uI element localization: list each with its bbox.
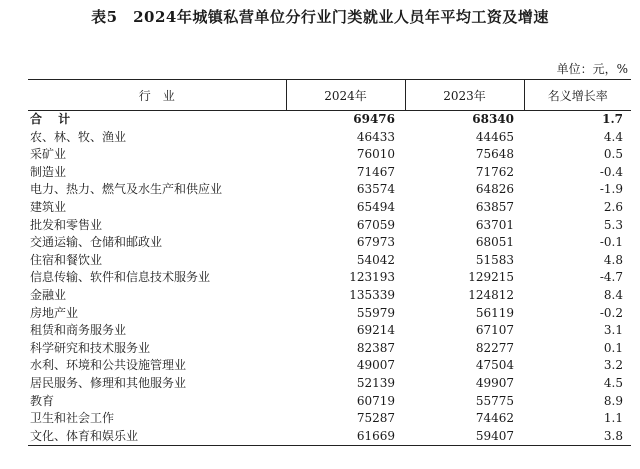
industry-name: 水利、环境和公共设施管理业 <box>30 358 187 373</box>
table-row <box>28 129 631 147</box>
industry-name: 采矿业 <box>30 147 67 162</box>
growth-rate: 3.1 <box>603 323 623 338</box>
wage-2023: 71762 <box>475 164 514 179</box>
wage-2024: 67059 <box>356 217 395 232</box>
growth-rate: 4.5 <box>603 375 623 390</box>
table-row <box>28 217 631 235</box>
wage-2024: 135339 <box>349 287 395 302</box>
table-row <box>28 181 631 199</box>
wage-2024: 82387 <box>356 340 395 355</box>
table-row <box>28 164 631 182</box>
industry-name: 卫生和社会工作 <box>30 411 115 426</box>
wage-2024: 65494 <box>356 199 395 214</box>
wage-2024: 46433 <box>356 129 395 144</box>
table-row <box>28 199 631 217</box>
industry-name: 教育 <box>30 393 55 408</box>
wage-2024: 75287 <box>356 411 395 426</box>
table-row <box>28 393 631 411</box>
header-2023: 2023年 <box>405 80 524 111</box>
industry-name: 制造业 <box>30 164 67 179</box>
growth-rate: 1.7 <box>602 112 623 126</box>
growth-rate: 5.3 <box>603 217 623 232</box>
wage-2024: 49007 <box>356 358 395 373</box>
header-growth-rate: 名义增长率 <box>524 80 631 111</box>
industry-name: 科学研究和技术服务业 <box>30 340 151 355</box>
industry-name: 租赁和商务服务业 <box>30 323 127 338</box>
growth-rate: 3.2 <box>603 358 623 373</box>
wage-2024: 54042 <box>356 252 395 267</box>
wage-2023: 63857 <box>475 199 514 214</box>
table-row <box>28 410 631 428</box>
wage-2024: 71467 <box>356 164 395 179</box>
growth-rate: 4.4 <box>603 129 623 144</box>
growth-rate: 8.9 <box>603 393 623 408</box>
wage-2023: 82277 <box>475 340 514 355</box>
wage-2023: 47504 <box>475 358 514 373</box>
growth-rate: 2.6 <box>603 199 623 214</box>
growth-rate: -4.7 <box>599 270 623 285</box>
table-row <box>28 375 631 393</box>
header-row <box>28 80 631 111</box>
industry-name: 房地产业 <box>30 305 79 320</box>
growth-rate: -0.2 <box>599 305 623 320</box>
table-title: 表5 2024年城镇私营单位分行业门类就业人员年平均工资及增速 <box>91 8 549 26</box>
growth-rate: -0.4 <box>599 164 623 179</box>
wage-2024: 67973 <box>356 235 395 250</box>
industry-name: 金融业 <box>30 287 67 302</box>
table-row <box>28 322 631 340</box>
wage-2024: 76010 <box>356 147 395 162</box>
wage-2024: 55979 <box>356 305 395 320</box>
wage-2024: 123193 <box>349 270 395 285</box>
industry-name: 交通运输、仓储和邮政业 <box>30 235 163 250</box>
table-row <box>28 357 631 375</box>
growth-rate: -1.9 <box>599 182 623 197</box>
header-2024: 2024年 <box>286 80 405 111</box>
wage-2023: 75648 <box>475 147 514 162</box>
table-row <box>28 252 631 270</box>
growth-rate: -0.1 <box>599 235 623 250</box>
table-row-total <box>28 111 631 129</box>
growth-rate: 4.8 <box>603 252 623 267</box>
wage-2023: 68051 <box>475 235 514 250</box>
industry-name: 文化、体育和娱乐业 <box>28 428 286 446</box>
wage-table <box>28 79 631 446</box>
wage-2023: 56119 <box>475 305 514 320</box>
industry-name: 建筑业 <box>30 199 67 214</box>
wage-2023: 68340 <box>472 112 514 126</box>
wage-2023: 124812 <box>468 287 514 302</box>
wage-2024: 69476 <box>353 112 395 126</box>
growth-rate: 8.4 <box>603 287 623 302</box>
header-industry: 行 业 <box>28 80 286 111</box>
wage-2024: 60719 <box>356 393 395 408</box>
table-row <box>28 234 631 252</box>
growth-rate: 0.1 <box>603 340 623 355</box>
industry-name: 信息传输、软件和信息技术服务业 <box>30 270 211 285</box>
wage-2024: 69214 <box>356 323 395 338</box>
wage-2023: 55775 <box>475 393 514 408</box>
wage-2023: 49907 <box>475 375 514 390</box>
wage-2023: 59407 <box>405 428 524 446</box>
table-row <box>28 428 631 446</box>
industry-name: 农、林、牧、渔业 <box>30 129 127 144</box>
wage-2023: 44465 <box>475 129 514 144</box>
industry-name: 批发和零售业 <box>30 217 103 232</box>
wage-2023: 129215 <box>468 270 514 285</box>
growth-rate: 1.1 <box>603 411 623 426</box>
wage-2024: 52139 <box>356 375 395 390</box>
table-body <box>28 111 631 446</box>
table-row <box>28 269 631 287</box>
growth-rate: 0.5 <box>603 147 623 162</box>
table-row <box>28 146 631 164</box>
wage-2023: 67107 <box>475 323 514 338</box>
wage-2023: 74462 <box>475 411 514 426</box>
wage-2023: 51583 <box>475 252 514 267</box>
industry-name: 电力、热力、燃气及水生产和供应业 <box>30 182 223 197</box>
industry-name: 住宿和餐饮业 <box>30 252 103 267</box>
wage-2023: 64826 <box>475 182 514 197</box>
unit-label: 单位：元，% <box>556 62 628 76</box>
wage-2023: 63701 <box>475 217 514 232</box>
industry-name: 合 计 <box>30 112 77 126</box>
table-row <box>28 287 631 305</box>
table-row <box>28 305 631 323</box>
industry-name: 居民服务、修理和其他服务业 <box>30 375 187 390</box>
wage-2024: 63574 <box>356 182 395 197</box>
wage-2024: 61669 <box>286 428 405 446</box>
table-row <box>28 340 631 358</box>
growth-rate: 3.8 <box>524 428 631 446</box>
